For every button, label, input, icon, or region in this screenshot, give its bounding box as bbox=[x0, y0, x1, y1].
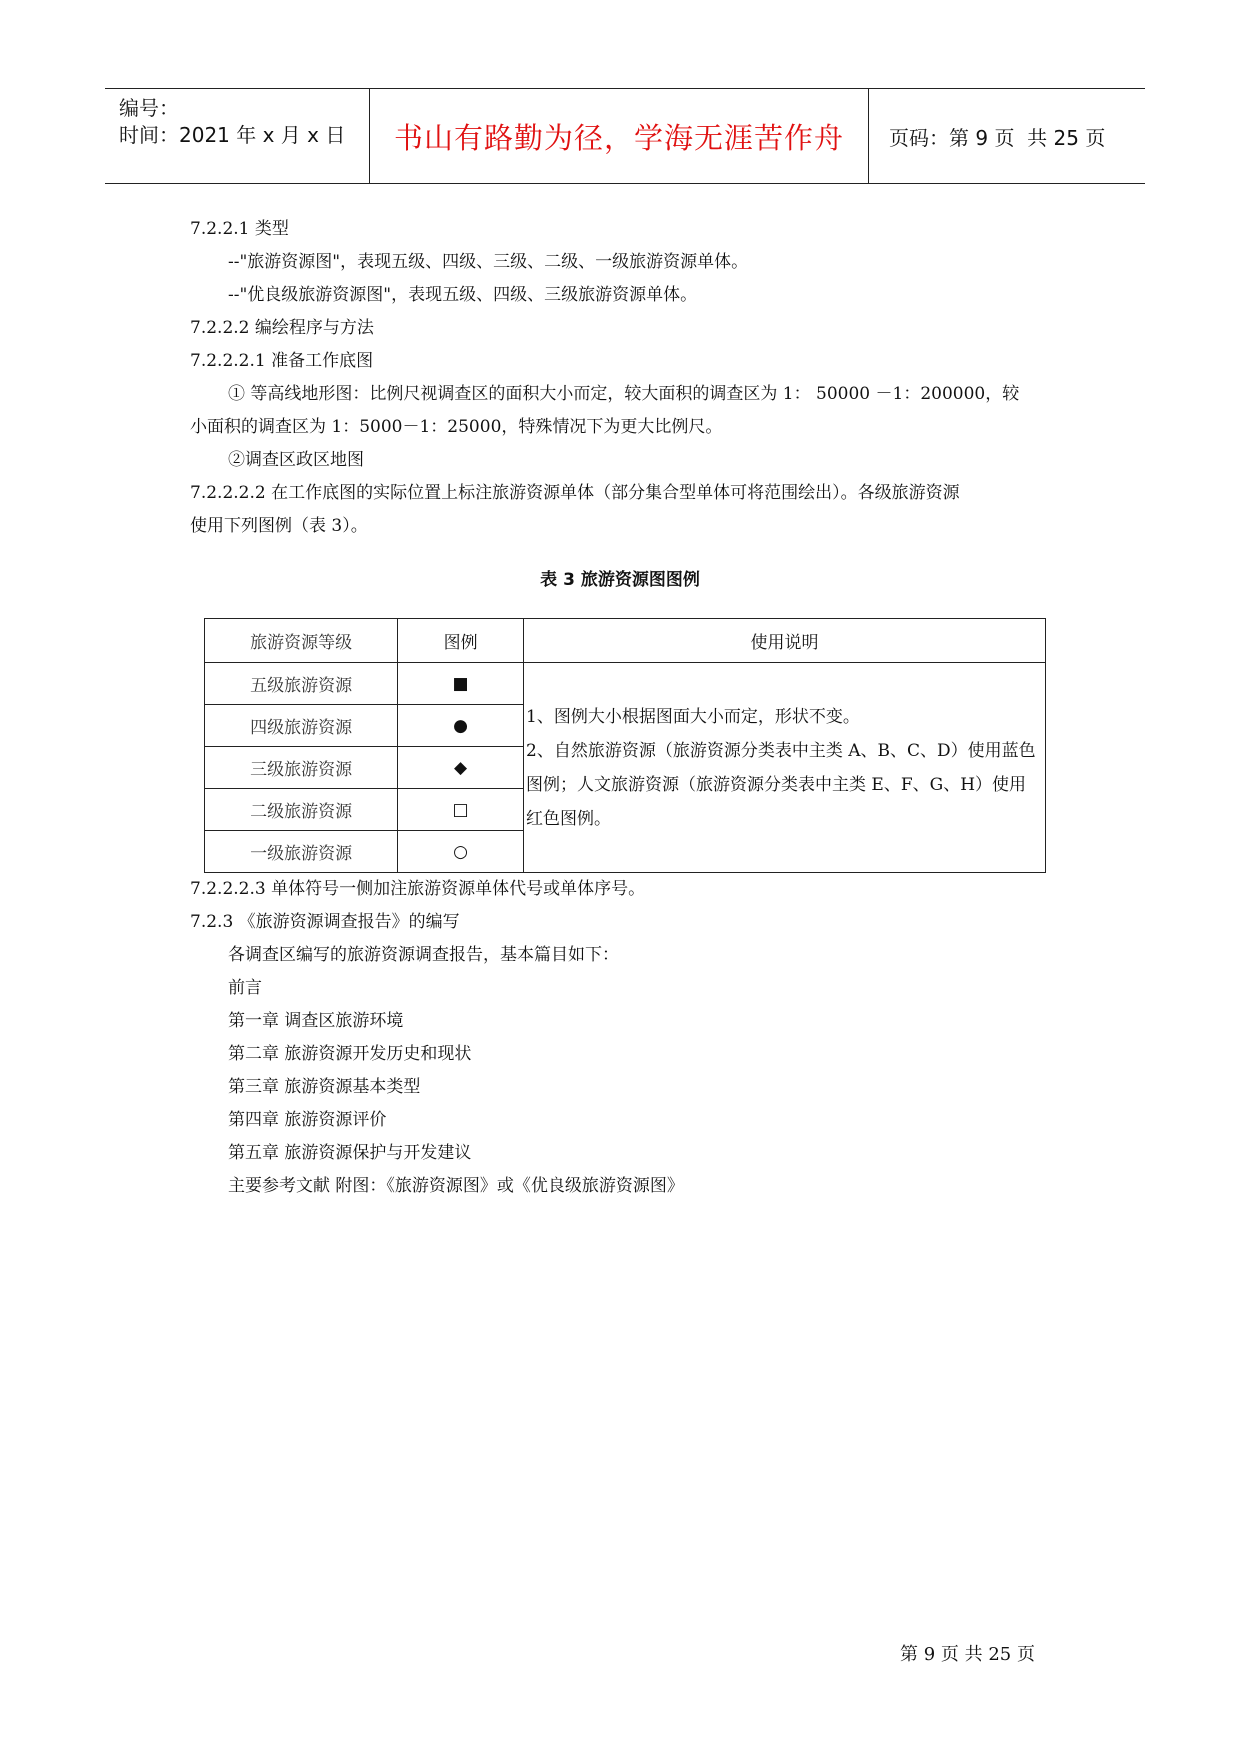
table-row bbox=[205, 663, 1046, 705]
column-header-grade: 旅游资源等级 bbox=[205, 619, 398, 663]
hollow-square-icon: □ bbox=[398, 789, 524, 831]
document-number-label: 编号： bbox=[119, 96, 179, 120]
usage-note-2: 2、自然旅游资源（旅游资源分类表中主类 A、B、C、D）使用蓝色图例；人文旅游资源（旅游资源分类表中主类 E、F、G、H）使用红色图例。 bbox=[526, 740, 1036, 829]
section-heading: 7.2.2.2 编绘程序与方法 bbox=[190, 318, 374, 338]
filled-circle-icon: ● bbox=[398, 705, 524, 747]
header-page-text: 页码：第 9 页 共 25 页 bbox=[889, 125, 1106, 150]
paragraph-line: ① 等高线地形图：比例尺视调查区的面积大小而定，较大面积的调查区为 1： 50000 －1：200000，较 bbox=[228, 384, 1020, 404]
table-header-row bbox=[205, 619, 1046, 663]
paragraph-line: --"优良级旅游资源图"，表现五级、四级、三级旅游资源单体。 bbox=[228, 285, 698, 305]
section-heading: 7.2.2.2.3 单体符号一侧加注旅游资源单体代号或单体序号。 bbox=[190, 879, 646, 899]
section-heading: 7.2.3 《旅游资源调查报告》的编写 bbox=[190, 912, 460, 932]
section-heading: 7.2.2.2.1 准备工作底图 bbox=[190, 351, 374, 371]
outline-item: 前言 bbox=[228, 978, 262, 998]
grade-cell: 四级旅游资源 bbox=[205, 705, 398, 747]
header-page-info bbox=[879, 89, 1155, 183]
table-caption: 表 3 旅游资源图图例 bbox=[540, 570, 700, 590]
header-meta bbox=[105, 89, 370, 183]
outline-item: 第五章 旅游资源保护与开发建议 bbox=[228, 1143, 472, 1163]
paragraph-line: 各调查区编写的旅游资源调查报告，基本篇目如下： bbox=[228, 945, 619, 965]
filled-square-icon: ■ bbox=[398, 663, 524, 705]
outline-item: 主要参考文献 附图：《旅游资源图》或《优良级旅游资源图》 bbox=[228, 1176, 684, 1196]
paragraph-line: 7.2.2.2.2 在工作底图的实际位置上标注旅游资源单体（部分集合型单体可将范围绘出）。各级旅游资源 bbox=[190, 483, 960, 503]
outline-item: 第二章 旅游资源开发历史和现状 bbox=[228, 1044, 472, 1064]
outline-item: 第一章 调查区旅游环境 bbox=[228, 1011, 404, 1031]
column-header-symbol: 图例 bbox=[398, 619, 524, 663]
paragraph-line: 小面积的调查区为 1：5000－1：25000，特殊情况下为更大比例尺。 bbox=[190, 417, 723, 437]
paragraph-line: --"旅游资源图"，表现五级、四级、三级、二级、一级旅游资源单体。 bbox=[228, 252, 749, 272]
usage-notes-cell bbox=[524, 663, 1046, 873]
grade-cell: 五级旅游资源 bbox=[205, 663, 398, 705]
legend-table bbox=[204, 618, 1046, 873]
grade-cell: 一级旅游资源 bbox=[205, 831, 398, 873]
page-footer: 第 9 页 共 25 页 bbox=[900, 1644, 1035, 1665]
header-motto: 书山有路勤为径，学海无涯苦作舟 bbox=[370, 89, 869, 183]
document-time-label: 时间：2021 年 x 月 x 日 bbox=[119, 123, 346, 147]
outline-item: 第三章 旅游资源基本类型 bbox=[228, 1077, 421, 1097]
grade-cell: 二级旅游资源 bbox=[205, 789, 398, 831]
hollow-circle-icon: ○ bbox=[398, 831, 524, 873]
column-header-notes: 使用说明 bbox=[524, 619, 1046, 663]
paragraph-line: 使用下列图例（表 3）。 bbox=[190, 516, 368, 536]
usage-note-1: 1、图例大小根据图面大小而定，形状不变。 bbox=[526, 706, 860, 727]
document-body bbox=[190, 213, 1070, 1203]
section-heading: 7.2.2.1 类型 bbox=[190, 219, 289, 239]
outline-item: 第四章 旅游资源评价 bbox=[228, 1110, 387, 1130]
filled-diamond-icon: ◆ bbox=[398, 747, 524, 789]
paragraph-line: ②调查区政区地图 bbox=[228, 450, 364, 470]
grade-cell: 三级旅游资源 bbox=[205, 747, 398, 789]
page-header bbox=[105, 88, 1145, 184]
